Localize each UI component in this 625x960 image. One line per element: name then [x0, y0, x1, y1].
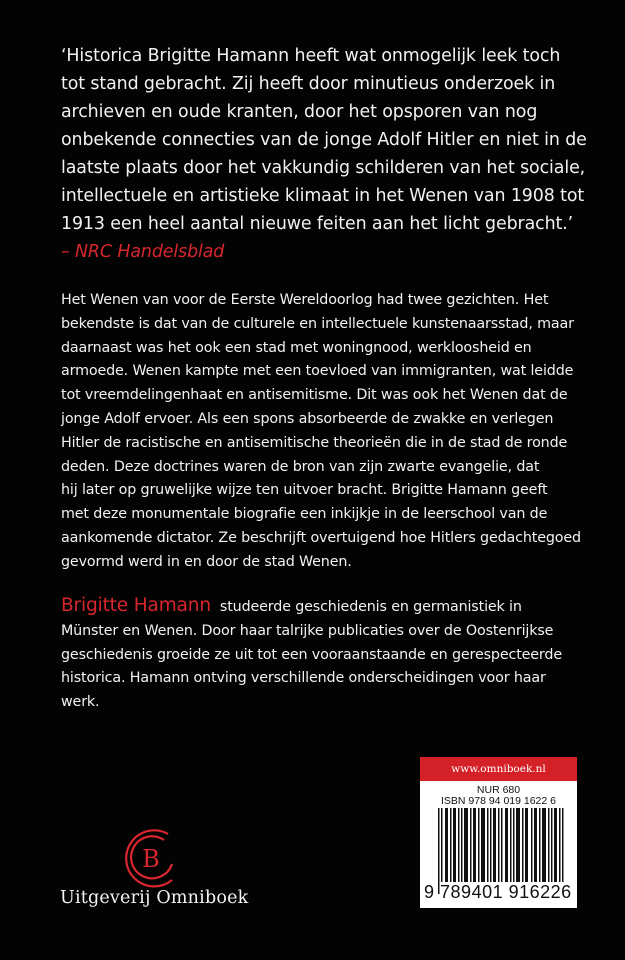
description-line: Het Wenen van voor de Eerste Wereldoorlog had twee gezichten. Het: [61, 292, 549, 308]
publisher-website: www.omniboek.nl: [420, 757, 577, 781]
barcode-digits-right: 916226: [508, 882, 572, 902]
bio-text: studeerde geschiedenis en germanistiek in: [219, 599, 522, 615]
isbn-barcode-box: [420, 757, 577, 908]
publisher-name: Uitgeverij Omniboek: [60, 888, 249, 908]
description-line: met deze monumentale biografie een inkijkje in de leerschool van de: [61, 506, 548, 523]
author-name: Brigitte Hamann: [61, 595, 211, 616]
description-line: bekendste is dat van de culturele en intellectuele kunstenaarsstad, maar: [61, 315, 574, 332]
author-bio: [61, 594, 581, 715]
quote-source: – NRC Handelsblad: [61, 242, 225, 262]
barcode-digits-left: 789401: [440, 882, 504, 902]
description-line: jonge Adolf ervoer. Als een spons absorbeerde de zwakke en verlegen: [61, 410, 554, 427]
description-line: hij later op gruwelijke wijze ten uitvoer bracht. Brigitte Hamann geeft: [61, 482, 548, 499]
quote-line: ‘Historica Brigitte Hamann heeft wat onmogelijk leek toch: [61, 46, 561, 66]
omniboek-b-logo-icon: [120, 826, 184, 890]
isbn-number: ISBN 978 94 019 1622 6: [440, 795, 556, 807]
bio-line: historica. Hamann ontving verschillende onderscheidingen voor haar: [61, 670, 546, 687]
description-line: aankomende dictator. Ze beschrijft overtuigend hoe Hitlers gedachtegoed: [61, 529, 581, 546]
book-description: [61, 289, 581, 575]
description-line: tot vreemdelingenhaat en antisemitisme. Dit was ook het Wenen dat de: [61, 387, 568, 404]
barcode-digit-lead: 9: [424, 882, 435, 902]
barcode-digits: [424, 882, 574, 903]
description-line: daarnaast was het ook een stad met woningnood, werkloosheid en: [61, 339, 532, 356]
bio-line: geschiedenis groeide ze uit tot een vooraanstaande en gerespecteerde: [61, 646, 562, 663]
bio-first-line: [61, 594, 581, 620]
quote-line: onbekende connecties van de jonge Adolf Hitler en niet in de: [61, 130, 587, 150]
review-quote: [61, 42, 587, 266]
nur-code: NUR 680: [476, 784, 521, 796]
description-line: Hitler de racistische en antisemitische theorieën die in de stad de ronde: [61, 434, 568, 451]
bio-line: Münster en Wenen. Door haar talrijke publicaties over de Oostenrijkse: [61, 622, 554, 639]
logo-letter: B: [142, 845, 160, 873]
description-line: deden. Deze doctrines waren de bron van zijn zwarte evangelie, dat: [61, 458, 540, 475]
description-line: armoede. Wenen kampte met een toevloed van immigranten, wat leidde: [61, 363, 574, 380]
quote-line: laatste plaats door het vakkundig schilderen van het sociale,: [61, 158, 586, 178]
quote-line: intellectuele en artistieke klimaat in het Wenen van 1908 tot: [61, 186, 585, 206]
description-line: gevormd werd in en door de stad Wenen.: [61, 553, 352, 570]
publisher-logo: [58, 826, 248, 916]
quote-line: tot stand gebracht. Zij heeft door minutieus onderzoek in: [61, 74, 556, 94]
quote-line: 1913 een heel aantal nieuwe feiten aan het licht gebracht.’: [61, 214, 574, 234]
quote-line: archieven en oude kranten, door het opsporen van nog: [61, 102, 538, 122]
bio-line: werk.: [61, 694, 100, 711]
